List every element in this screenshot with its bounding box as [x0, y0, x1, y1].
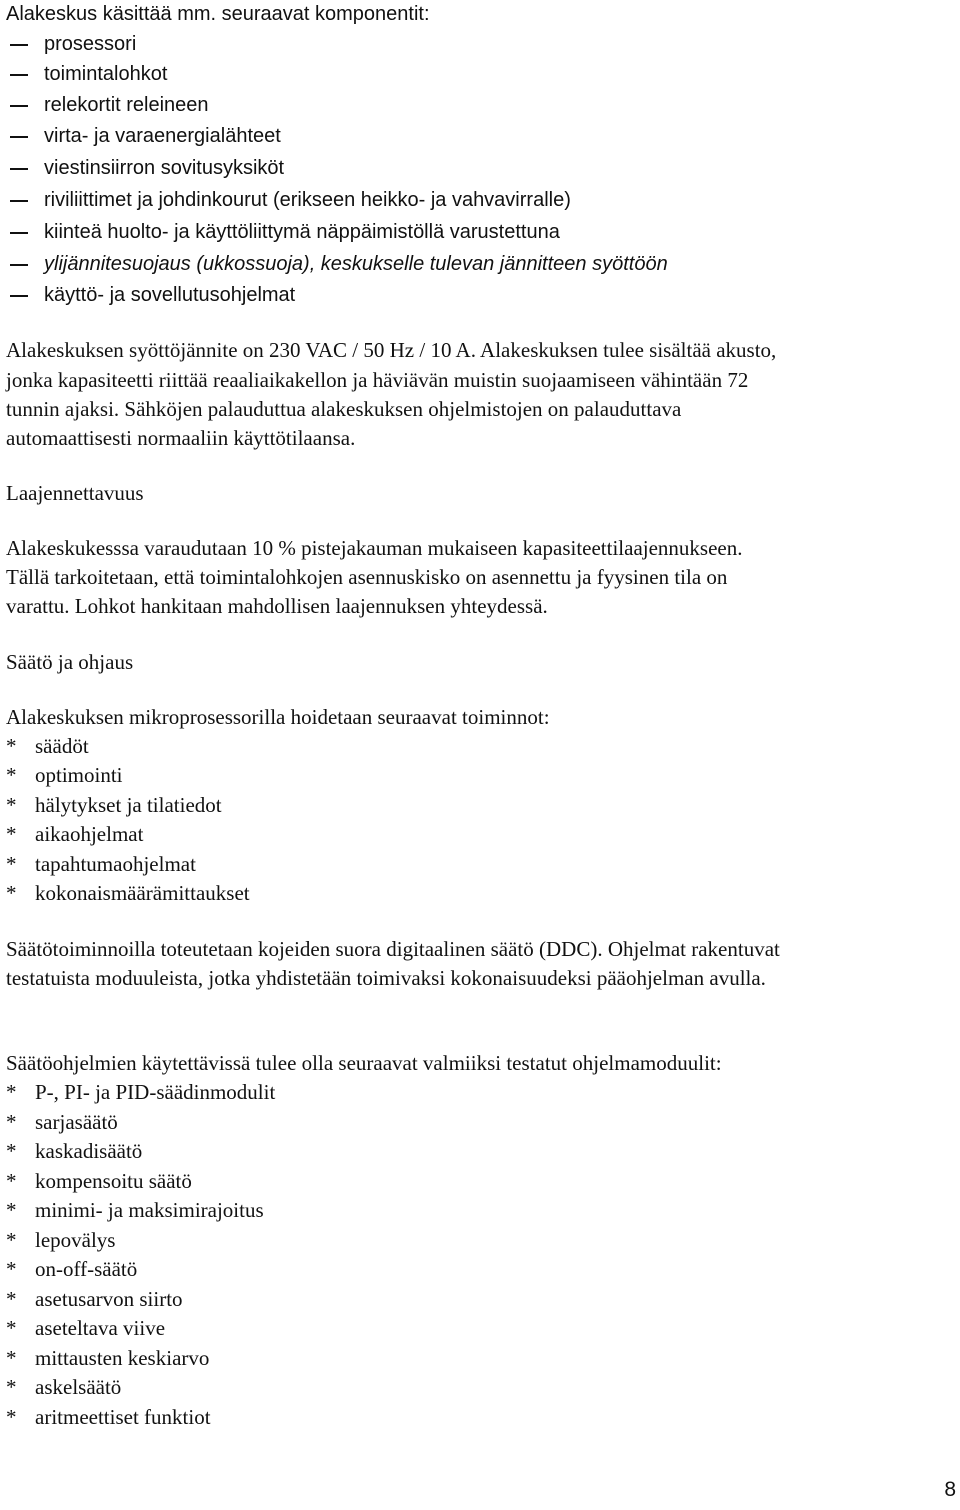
- function-item: [6, 732, 89, 761]
- module-label: kaskadisäätö: [35, 1139, 143, 1163]
- bullet-mark: *: [6, 1257, 17, 1281]
- component-item: kiinteä huolto- ja käyttöliittymä näppäimistöllä varustettuna: [6, 218, 560, 247]
- bullet-mark: *: [6, 1316, 17, 1340]
- bullet-mark: *: [6, 1375, 17, 1399]
- modules-intro: Säätöohjelmien käytettävissä tulee olla seuraavat valmiiksi testatut ohjelmamoduulit:: [6, 1051, 722, 1075]
- bullet-mark: *: [6, 1346, 17, 1370]
- expand-paragraph-line: Alakeskukesssa varaudutaan 10 % pistejakauman mukaiseen kapasiteettilaajennukseen.: [6, 536, 743, 560]
- bullet-mark: *: [6, 1198, 17, 1222]
- bullet-mark: *: [6, 822, 17, 846]
- module-item: [6, 1403, 211, 1432]
- bullet-mark: *: [6, 1080, 17, 1104]
- module-item: [6, 1285, 183, 1314]
- module-label: sarjasäätö: [35, 1110, 118, 1134]
- module-label: minimi- ja maksimirajoitus: [35, 1198, 264, 1222]
- module-item: [6, 1373, 121, 1402]
- function-item: [6, 850, 196, 879]
- bullet-mark: *: [6, 763, 17, 787]
- bullet-mark: *: [6, 852, 17, 876]
- module-label: aseteltava viive: [35, 1316, 166, 1340]
- module-label: lepovälys: [35, 1228, 116, 1252]
- page-number: 8: [944, 1478, 956, 1501]
- function-item: [6, 761, 123, 790]
- bullet-mark: *: [6, 734, 17, 758]
- module-item: [6, 1344, 209, 1373]
- component-item: relekortit releineen: [6, 91, 209, 120]
- supply-paragraph-line: tunnin ajaksi. Sähköjen palauduttua alakeskuksen ohjelmistojen on palauduttava: [6, 397, 682, 421]
- function-item: [6, 879, 250, 908]
- supply-paragraph-line: Alakeskuksen syöttöjännite on 230 VAC / 50 Hz / 10 A. Alakeskuksen tulee sisältää akusto,: [6, 338, 777, 362]
- component-item: virta- ja varaenergialähteet: [6, 122, 281, 151]
- expand-paragraph-line: Tällä tarkoitetaan, että toimintalohkojen asennuskisko on asennettu ja fyysinen tila on: [6, 565, 728, 589]
- bullet-mark: *: [6, 881, 17, 905]
- module-label: kompensoitu säätö: [35, 1169, 192, 1193]
- function-item: [6, 791, 222, 820]
- bullet-mark: *: [6, 1228, 17, 1252]
- ddc-paragraph-line: Säätötoiminnoilla toteutetaan kojeiden suora digitaalinen säätö (DDC). Ohjelmat rakentuvat: [6, 937, 780, 961]
- module-item: [6, 1196, 264, 1225]
- module-label: askelsäätö: [35, 1375, 122, 1399]
- function-label: tapahtumaohjelmat: [35, 852, 196, 876]
- component-item: riviliittimet ja johdinkourut (erikseen heikko- ja vahvavirralle): [6, 186, 571, 215]
- module-item: [6, 1226, 115, 1255]
- heading-control: Säätö ja ohjaus: [6, 650, 134, 674]
- expand-paragraph-line: varattu. Lohkot hankitaan mahdollisen laajennuksen yhteydessä.: [6, 594, 548, 618]
- bullet-mark: *: [6, 1110, 17, 1134]
- bullet-mark: *: [6, 793, 17, 817]
- heading-expandability: Laajennettavuus: [6, 481, 144, 505]
- module-item: [6, 1167, 192, 1196]
- module-item: [6, 1108, 118, 1137]
- function-label: säädöt: [35, 734, 89, 758]
- module-item: [6, 1255, 137, 1284]
- control-intro: Alakeskuksen mikroprosessorilla hoidetaan seuraavat toiminnot:: [6, 705, 550, 729]
- module-item: [6, 1314, 165, 1343]
- module-item: [6, 1078, 275, 1107]
- module-label: on-off-säätö: [35, 1257, 138, 1281]
- component-item: ylijännitesuojaus (ukkossuoja), keskukselle tulevan jännitteen syöttöön: [6, 250, 668, 279]
- components-intro: Alakeskus käsittää mm. seuraavat komponentit:: [6, 3, 430, 25]
- component-item: käyttö- ja sovellutusohjelmat: [6, 281, 295, 310]
- function-label: hälytykset ja tilatiedot: [35, 793, 222, 817]
- bullet-mark: *: [6, 1139, 17, 1163]
- function-item: [6, 820, 143, 849]
- module-label: aritmeettiset funktiot: [35, 1405, 211, 1429]
- module-item: [6, 1137, 142, 1166]
- function-label: aikaohjelmat: [35, 822, 144, 846]
- component-item: viestinsiirron sovitusyksiköt: [6, 154, 284, 183]
- bullet-mark: *: [6, 1287, 17, 1311]
- supply-paragraph-line: jonka kapasiteetti riittää reaaliaikakellon ja häviävän muistin suojaamiseen vähintään 72: [6, 368, 749, 392]
- supply-paragraph-line: automaattisesti normaaliin käyttötilaansa.: [6, 426, 356, 450]
- bullet-mark: *: [6, 1405, 17, 1429]
- component-item: prosessori: [6, 30, 136, 59]
- function-label: optimointi: [35, 763, 123, 787]
- ddc-paragraph-line: testatuista moduuleista, jotka yhdistetään toimivaksi kokonaisuudeksi pääohjelman avulla.: [6, 966, 766, 990]
- module-label: mittausten keskiarvo: [35, 1346, 210, 1370]
- module-label: asetusarvon siirto: [35, 1287, 183, 1311]
- function-label: kokonaismäärämittaukset: [35, 881, 250, 905]
- component-item: toimintalohkot: [6, 60, 167, 89]
- module-label: P-, PI- ja PID-säädinmodulit: [35, 1080, 276, 1104]
- bullet-mark: *: [6, 1169, 17, 1193]
